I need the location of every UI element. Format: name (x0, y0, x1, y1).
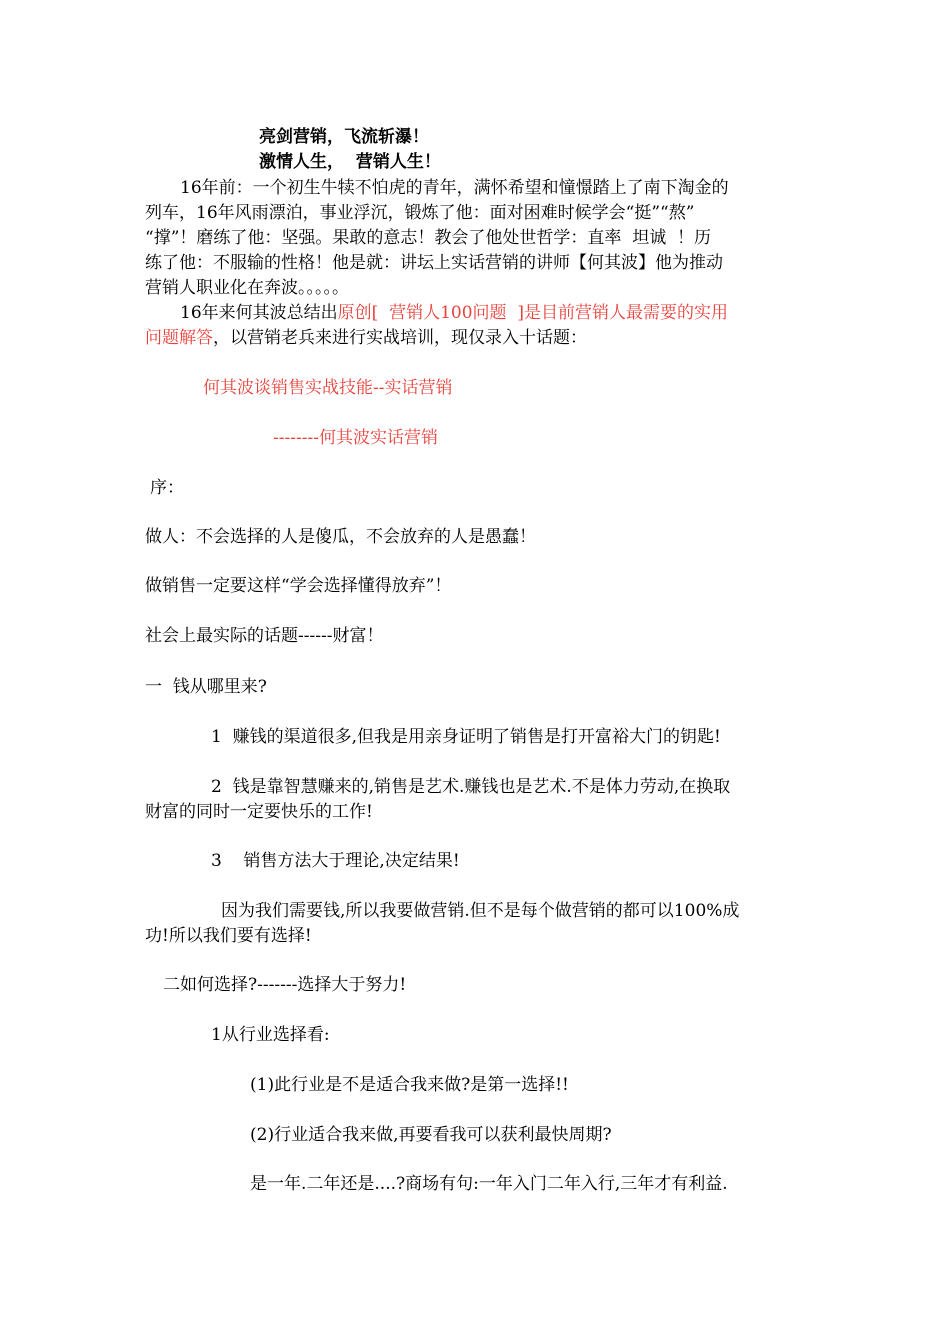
sub-list-item: (2)行业适合我来做,再要看我可以获利最快周期? (250, 1125, 612, 1145)
intro-line: 列车，16年风雨漂泊，事业浮沉，锻炼了他：面对困难时候学会“挺”“熬” (145, 203, 695, 223)
list-item: 1从行业选择看: (211, 1025, 330, 1045)
headline-2: 激情人生， 营销人生！ (259, 152, 441, 172)
intro-line: “撑”！磨练了他：坚强。果敢的意志！教会了他处世哲学：直率 坦诚 ！历 (145, 228, 711, 248)
intro-line: 练了他：不服输的性格！他是就：讲坛上实话营销的讲师【何其波】他为推动 (145, 253, 723, 273)
byline: --------何其波实话营销 (273, 428, 438, 448)
paragraph-line: 功!所以我们要有选择! (145, 926, 312, 946)
section-title: 何其波谈销售实战技能--实话营销 (203, 378, 453, 398)
heading-two: 二如何选择?-------选择大于努力! (163, 975, 407, 995)
list-item: 2 钱是靠智慧赚来的,销售是艺术.赚钱也是艺术.不是体力劳动,在换取 (211, 777, 731, 797)
statement: 做销售一定要这样“学会选择懂得放弃”！ (145, 576, 452, 596)
intro-highlight: 原创[ 营销人100问题 ]是目前营销人最需要的实用 (337, 303, 728, 323)
statement: 社会上最实际的话题------财富！ (145, 626, 384, 646)
sub-list-item: (1)此行业是不是适合我来做?是第一选择!! (250, 1075, 569, 1095)
headline-1: 亮剑营销，飞流斩瀑！ (259, 127, 429, 147)
statement: 做人：不会选择的人是傻瓜，不会放弃的人是愚蠢！ (145, 527, 536, 547)
list-item-continued: 财富的同时一定要快乐的工作! (145, 802, 373, 822)
list-item: 1 赚钱的渠道很多,但我是用亲身证明了销售是打开富裕大门的钥匙! (211, 727, 721, 747)
heading-one: 一 钱从哪里来? (145, 677, 267, 697)
intro-paragraph-2-line-1 (180, 301, 728, 325)
intro-line: 营销人职业化在奔波。。。。。 (145, 278, 349, 298)
intro-highlight: 问题解答 (145, 328, 213, 348)
intro-paragraph-2-line-2 (145, 326, 587, 350)
intro-text: 16年来何其波总结出 (180, 303, 338, 323)
preface-label: 序： (150, 478, 184, 498)
sub-list-item: 是一年.二年还是....?商场有句:一年入门二年入行,三年才有利益. (250, 1174, 728, 1194)
list-item: 3 销售方法大于理论,决定结果! (211, 851, 460, 871)
intro-text: ，以营销老兵来进行实战培训，现仅录入十话题： (213, 328, 587, 348)
paragraph-line: 因为我们需要钱,所以我要做营销.但不是每个做营销的都可以100%成 (221, 901, 740, 921)
intro-line: 16年前：一个初生牛犊不怕虎的青年，满怀希望和憧憬踏上了南下淘金的 (180, 178, 729, 198)
